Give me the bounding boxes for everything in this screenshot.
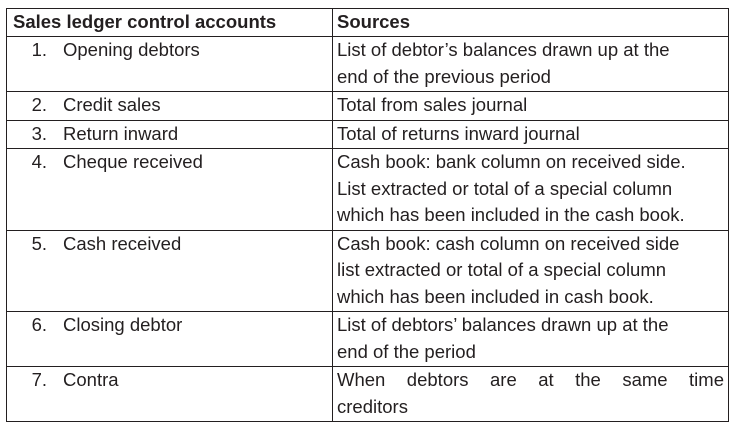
account-cell	[7, 312, 333, 367]
source-cell	[333, 312, 729, 367]
source-line: which has been included in the cash book.	[337, 204, 685, 225]
account-name: Cash received	[63, 232, 182, 254]
source-line: creditors	[337, 395, 408, 417]
source-line: end of the period	[337, 340, 476, 362]
source-line: Total from sales journal	[337, 94, 528, 115]
table-row	[7, 92, 729, 121]
account-name: Return inward	[63, 122, 179, 144]
source-cell	[333, 367, 729, 422]
source-cell	[333, 149, 729, 231]
row-number: 5.	[31, 232, 47, 254]
source-cell	[333, 37, 729, 92]
header-accounts: Sales ledger control accounts	[7, 9, 333, 37]
row-number: 4.	[31, 151, 47, 172]
table-row	[7, 120, 729, 149]
table-row	[7, 312, 729, 367]
account-cell	[7, 120, 333, 149]
row-number: 3.	[31, 122, 47, 144]
source-line: which has been included in cash book.	[337, 285, 654, 307]
sales-ledger-sources-table	[6, 8, 729, 422]
account-cell	[7, 92, 333, 121]
account-name: Closing debtor	[63, 314, 183, 335]
account-name: Cheque received	[63, 151, 203, 172]
table-header-row	[7, 9, 729, 37]
row-number: 6.	[31, 314, 47, 335]
source-line: end of the previous period	[337, 65, 551, 87]
table-row	[7, 230, 729, 312]
source-cell	[333, 120, 729, 149]
row-number: 7.	[31, 369, 47, 390]
source-line: List of debtors’ balances drawn up at the	[337, 314, 669, 335]
account-name: Contra	[63, 369, 119, 390]
table-row	[7, 149, 729, 231]
source-line: Total of returns inward journal	[337, 122, 580, 144]
source-line: List extracted or total of a special column	[337, 177, 673, 199]
source-line: Cash book: bank column on received side.	[337, 151, 686, 172]
source-line: When debtors are at the same time	[337, 369, 724, 390]
account-name: Opening debtors	[63, 39, 200, 60]
source-cell	[333, 92, 729, 121]
account-cell	[7, 230, 333, 312]
table-row	[7, 367, 729, 422]
source-line: list extracted or total of a special column	[337, 259, 667, 280]
account-cell	[7, 367, 333, 422]
header-sources: Sources	[333, 9, 729, 37]
source-line: Cash book: cash column on received side	[337, 232, 680, 254]
source-cell	[333, 230, 729, 312]
source-line: List of debtor’s balances drawn up at the	[337, 39, 670, 60]
account-name: Credit sales	[63, 94, 161, 115]
row-number: 1.	[31, 39, 47, 60]
row-number: 2.	[31, 94, 47, 115]
account-cell	[7, 149, 333, 231]
table-row	[7, 37, 729, 92]
account-cell	[7, 37, 333, 92]
